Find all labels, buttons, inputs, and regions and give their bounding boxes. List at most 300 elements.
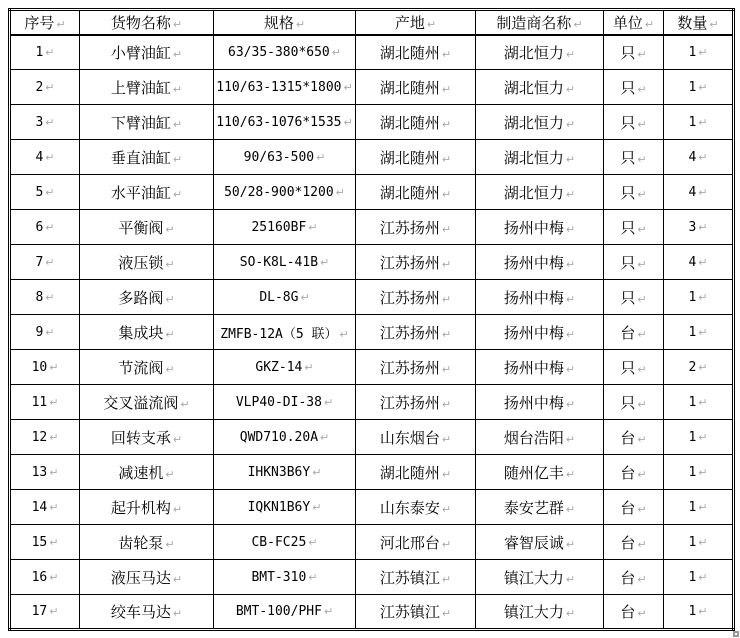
cell-unit[interactable] xyxy=(604,560,664,595)
cell-goods-name[interactable] xyxy=(80,560,214,595)
cell-spec[interactable] xyxy=(214,210,356,245)
cell-index[interactable] xyxy=(10,315,80,350)
cell-manufacturer[interactable] xyxy=(476,245,604,280)
cell-quantity-value: 4 xyxy=(688,149,697,165)
paragraph-mark-icon: ↵ xyxy=(698,570,708,584)
paragraph-mark-icon: ↵ xyxy=(308,535,318,549)
paragraph-mark-icon: ↵ xyxy=(300,290,310,304)
paragraph-mark-icon: ↵ xyxy=(637,362,647,376)
cell-quantity-value: 1 xyxy=(688,289,697,305)
cell-spec[interactable] xyxy=(214,245,356,280)
cell-goods-name[interactable] xyxy=(80,525,214,560)
cell-index[interactable] xyxy=(10,595,80,630)
paragraph-mark-icon: ↵ xyxy=(565,362,576,376)
paragraph-mark-icon: ↵ xyxy=(165,257,175,271)
cell-quantity[interactable] xyxy=(664,175,734,210)
paragraph-mark-icon: ↵ xyxy=(698,150,708,164)
cell-goods-name-value: 交叉溢流阀 xyxy=(103,395,179,412)
table-header-row xyxy=(10,10,734,35)
header-manufacturer-label: 制造商名称 xyxy=(496,15,572,32)
paragraph-mark-icon: ↵ xyxy=(565,572,576,586)
paragraph-mark-icon: ↵ xyxy=(49,395,59,409)
cell-spec-value: CB-FC25 xyxy=(251,534,307,550)
cell-origin-value: 江苏扬州 xyxy=(379,220,440,237)
cell-origin[interactable] xyxy=(356,455,476,490)
cell-manufacturer[interactable] xyxy=(476,525,604,560)
paragraph-mark-icon: ↵ xyxy=(441,432,452,446)
paragraph-mark-icon: ↵ xyxy=(323,395,334,409)
cell-unit[interactable] xyxy=(604,455,664,490)
paragraph-mark-icon: ↵ xyxy=(637,537,647,551)
paragraph-mark-icon: ↵ xyxy=(637,292,647,306)
paragraph-mark-icon: ↵ xyxy=(698,45,708,59)
cell-unit-value: 只 xyxy=(620,395,636,412)
cell-manufacturer[interactable] xyxy=(476,175,604,210)
cell-manufacturer[interactable] xyxy=(476,385,604,420)
header-goods-name-label: 货物名称 xyxy=(110,15,171,32)
paragraph-mark-icon: ↵ xyxy=(698,290,708,304)
paragraph-mark-icon: ↵ xyxy=(308,570,318,584)
cell-origin[interactable] xyxy=(356,70,476,105)
cell-manufacturer-value: 睿智辰诚 xyxy=(503,535,564,552)
table-row xyxy=(10,385,734,420)
cell-goods-name[interactable] xyxy=(80,140,214,175)
cell-spec[interactable] xyxy=(214,35,356,70)
cell-spec-value: QWD710.20A xyxy=(239,429,319,445)
cell-index-value: 11 xyxy=(31,394,48,410)
paragraph-mark-icon: ↵ xyxy=(698,360,708,374)
cell-goods-name[interactable] xyxy=(80,385,214,420)
cell-index[interactable] xyxy=(10,455,80,490)
paragraph-mark-icon: ↵ xyxy=(172,432,183,446)
cell-quantity[interactable] xyxy=(664,70,734,105)
cell-origin[interactable] xyxy=(356,35,476,70)
cell-manufacturer[interactable] xyxy=(476,35,604,70)
cell-index-value: 9 xyxy=(35,324,44,340)
cell-quantity-value: 1 xyxy=(688,429,697,445)
cell-origin-value: 江苏扬州 xyxy=(379,360,440,377)
header-index[interactable] xyxy=(10,10,80,35)
cell-manufacturer-value: 泰安艺群 xyxy=(503,500,564,517)
cell-origin[interactable] xyxy=(356,350,476,385)
paragraph-mark-icon: ↵ xyxy=(565,607,576,620)
cell-index[interactable] xyxy=(10,210,80,245)
cell-quantity[interactable] xyxy=(664,350,734,385)
cell-unit[interactable] xyxy=(604,490,664,525)
cell-origin[interactable] xyxy=(356,175,476,210)
paragraph-mark-icon: ↵ xyxy=(698,395,708,409)
cell-goods-name-value: 起升机构 xyxy=(110,500,171,517)
paragraph-mark-icon: ↵ xyxy=(565,467,576,481)
cell-index[interactable] xyxy=(10,175,80,210)
cell-manufacturer-value: 扬州中梅 xyxy=(503,220,564,237)
paragraph-mark-icon: ↵ xyxy=(49,500,59,514)
cell-quantity[interactable] xyxy=(664,385,734,420)
cell-quantity[interactable] xyxy=(664,595,734,630)
cell-origin[interactable] xyxy=(356,140,476,175)
paragraph-mark-icon: ↵ xyxy=(565,397,576,411)
cell-unit-value: 只 xyxy=(620,45,636,62)
paragraph-mark-icon: ↵ xyxy=(698,500,708,514)
paragraph-mark-icon: ↵ xyxy=(339,327,349,341)
cell-unit[interactable] xyxy=(604,280,664,315)
cell-index-value: 5 xyxy=(35,184,44,200)
cell-goods-name-value: 回转支承 xyxy=(110,430,171,447)
cell-spec[interactable] xyxy=(214,595,356,630)
cell-goods-name[interactable] xyxy=(80,595,214,630)
paragraph-mark-icon: ↵ xyxy=(441,187,452,201)
cell-manufacturer[interactable] xyxy=(476,280,604,315)
header-origin[interactable] xyxy=(356,10,476,35)
cell-index-value: 1 xyxy=(35,44,44,60)
cell-manufacturer-value: 扬州中梅 xyxy=(503,395,564,412)
cell-manufacturer[interactable] xyxy=(476,595,604,630)
cell-quantity[interactable] xyxy=(664,525,734,560)
header-quantity[interactable] xyxy=(664,10,734,35)
cell-quantity-value: 3 xyxy=(688,219,697,235)
cell-unit-value: 只 xyxy=(620,290,636,307)
paragraph-mark-icon: ↵ xyxy=(698,605,708,618)
cell-origin-value: 江苏扬州 xyxy=(379,290,440,307)
cell-goods-name[interactable] xyxy=(80,350,214,385)
cell-origin[interactable] xyxy=(356,280,476,315)
paragraph-mark-icon: ↵ xyxy=(637,257,647,271)
cell-index[interactable] xyxy=(10,350,80,385)
table-row xyxy=(10,70,734,105)
cell-spec-value: DL-8G xyxy=(259,289,299,305)
cell-quantity-value: 1 xyxy=(688,499,697,515)
cell-goods-name[interactable] xyxy=(80,70,214,105)
cell-unit-value: 只 xyxy=(620,360,636,377)
paragraph-mark-icon: ↵ xyxy=(45,115,55,129)
paragraph-mark-icon: ↵ xyxy=(172,572,183,586)
cell-goods-name-value: 齿轮泵 xyxy=(118,535,164,552)
cell-spec[interactable] xyxy=(214,315,356,350)
cell-index[interactable] xyxy=(10,70,80,105)
cell-manufacturer[interactable] xyxy=(476,560,604,595)
cell-unit[interactable] xyxy=(604,525,664,560)
table-row xyxy=(10,245,734,280)
paragraph-mark-icon: ↵ xyxy=(45,220,55,234)
cell-unit[interactable] xyxy=(604,350,664,385)
cell-goods-name[interactable] xyxy=(80,210,214,245)
cell-unit-value: 台 xyxy=(620,325,636,342)
cell-unit-value: 只 xyxy=(620,185,636,202)
header-quantity-label: 数量 xyxy=(677,15,708,32)
cell-index[interactable] xyxy=(10,280,80,315)
cell-goods-name[interactable] xyxy=(80,175,214,210)
cell-manufacturer[interactable] xyxy=(476,315,604,350)
cell-index-value: 10 xyxy=(31,359,48,375)
cell-quantity-value: 4 xyxy=(688,184,697,200)
paragraph-mark-icon: ↵ xyxy=(637,47,647,61)
cell-index-value: 3 xyxy=(35,114,44,130)
paragraph-mark-icon: ↵ xyxy=(335,185,345,199)
cell-unit[interactable] xyxy=(604,595,664,630)
cell-index[interactable] xyxy=(10,245,80,280)
paragraph-mark-icon: ↵ xyxy=(441,292,452,306)
table-row xyxy=(10,210,734,245)
cell-spec[interactable] xyxy=(214,455,356,490)
cell-quantity[interactable] xyxy=(664,420,734,455)
cell-goods-name[interactable] xyxy=(80,35,214,70)
cell-unit[interactable] xyxy=(604,385,664,420)
cell-origin-value: 山东烟台 xyxy=(379,430,440,447)
paragraph-mark-icon: ↵ xyxy=(426,17,437,31)
cell-unit-value: 台 xyxy=(620,465,636,482)
paragraph-mark-icon: ↵ xyxy=(698,430,708,444)
paragraph-mark-icon: ↵ xyxy=(172,607,183,620)
cell-spec-value: IQKN1B6Y xyxy=(247,499,311,515)
paragraph-mark-icon: ↵ xyxy=(698,535,708,549)
cell-quantity[interactable] xyxy=(664,280,734,315)
paragraph-mark-icon: ↵ xyxy=(698,220,708,234)
cell-manufacturer[interactable] xyxy=(476,210,604,245)
cell-origin-value: 湖北随州 xyxy=(379,80,440,97)
cell-origin[interactable] xyxy=(356,490,476,525)
cell-quantity[interactable] xyxy=(664,490,734,525)
cell-spec[interactable] xyxy=(214,280,356,315)
cell-quantity[interactable] xyxy=(664,245,734,280)
paragraph-mark-icon: ↵ xyxy=(312,500,322,514)
cell-index-value: 16 xyxy=(31,569,48,585)
paragraph-mark-icon: ↵ xyxy=(637,152,647,166)
cell-goods-name-value: 垂直油缸 xyxy=(110,150,171,167)
table-row xyxy=(10,595,734,630)
paragraph-mark-icon: ↵ xyxy=(698,115,708,129)
cell-spec[interactable] xyxy=(214,175,356,210)
paragraph-mark-icon: ↵ xyxy=(565,152,576,166)
cell-goods-name[interactable] xyxy=(80,315,214,350)
paragraph-mark-icon: ↵ xyxy=(637,502,647,516)
table-row xyxy=(10,35,734,70)
paragraph-mark-icon: ↵ xyxy=(165,537,175,551)
header-manufacturer[interactable] xyxy=(476,10,604,35)
paragraph-mark-icon: ↵ xyxy=(565,432,576,446)
paragraph-mark-icon: ↵ xyxy=(698,185,708,199)
table-row xyxy=(10,280,734,315)
paragraph-mark-icon: ↵ xyxy=(441,82,452,96)
cell-manufacturer[interactable] xyxy=(476,455,604,490)
cell-spec[interactable] xyxy=(214,140,356,175)
header-goods-name[interactable] xyxy=(80,10,214,35)
cell-quantity-value: 1 xyxy=(688,394,697,410)
cell-manufacturer[interactable] xyxy=(476,490,604,525)
cell-goods-name[interactable] xyxy=(80,490,214,525)
cell-spec[interactable] xyxy=(214,560,356,595)
cell-quantity[interactable] xyxy=(664,35,734,70)
cell-origin-value: 河北邢台 xyxy=(379,535,440,552)
paragraph-mark-icon: ↵ xyxy=(441,607,452,620)
cell-unit-value: 只 xyxy=(620,255,636,272)
cell-unit[interactable] xyxy=(604,420,664,455)
paragraph-mark-icon: ↵ xyxy=(565,47,576,61)
paragraph-mark-icon: ↵ xyxy=(644,17,655,31)
paragraph-mark-icon: ↵ xyxy=(441,572,452,586)
paragraph-mark-icon: ↵ xyxy=(49,570,59,584)
paragraph-mark-icon: ↵ xyxy=(565,117,576,131)
cell-spec-value: 110/63-1076*1535 xyxy=(216,114,342,130)
cell-origin-value: 江苏镇江 xyxy=(379,570,440,587)
cell-origin[interactable] xyxy=(356,595,476,630)
table-row xyxy=(10,315,734,350)
cell-spec[interactable] xyxy=(214,525,356,560)
paragraph-mark-icon: ↵ xyxy=(441,397,452,411)
cell-spec-value: 50/28-900*1200 xyxy=(224,184,334,200)
cell-index[interactable] xyxy=(10,105,80,140)
cell-origin[interactable] xyxy=(356,245,476,280)
cell-quantity[interactable] xyxy=(664,105,734,140)
table-row xyxy=(10,525,734,560)
paragraph-mark-icon: ↵ xyxy=(343,115,353,129)
paragraph-mark-icon: ↵ xyxy=(172,187,183,201)
cell-origin-value: 湖北随州 xyxy=(379,115,440,132)
cell-unit[interactable] xyxy=(604,105,664,140)
cell-goods-name-value: 液压锁 xyxy=(118,255,164,272)
cell-index[interactable] xyxy=(10,560,80,595)
paragraph-mark-icon: ↵ xyxy=(698,255,708,269)
cell-quantity-value: 1 xyxy=(688,44,697,60)
cell-spec-value: SO-K8L-41B xyxy=(239,254,319,270)
cell-manufacturer[interactable] xyxy=(476,140,604,175)
cell-index[interactable] xyxy=(10,525,80,560)
cell-origin-value: 湖北随州 xyxy=(379,45,440,62)
cell-origin[interactable] xyxy=(356,385,476,420)
paragraph-mark-icon: ↵ xyxy=(45,185,55,199)
table-row xyxy=(10,350,734,385)
cell-unit[interactable] xyxy=(604,315,664,350)
paragraph-mark-icon: ↵ xyxy=(637,467,647,481)
cell-origin[interactable] xyxy=(356,525,476,560)
cell-manufacturer-value: 扬州中梅 xyxy=(503,360,564,377)
cell-index[interactable] xyxy=(10,140,80,175)
cell-origin[interactable] xyxy=(356,560,476,595)
header-spec-label: 规格 xyxy=(263,15,294,32)
paragraph-mark-icon: ↵ xyxy=(316,150,326,164)
paragraph-mark-icon: ↵ xyxy=(698,80,708,94)
cell-origin[interactable] xyxy=(356,210,476,245)
cell-goods-name-value: 下臂油缸 xyxy=(110,115,171,132)
cell-unit-value: 只 xyxy=(620,220,636,237)
cell-unit[interactable] xyxy=(604,245,664,280)
paragraph-mark-icon: ↵ xyxy=(45,255,55,269)
cell-goods-name[interactable] xyxy=(80,105,214,140)
cell-unit-value: 只 xyxy=(620,150,636,167)
paragraph-mark-icon: ↵ xyxy=(49,430,59,444)
paragraph-mark-icon: ↵ xyxy=(565,537,576,551)
cell-quantity-value: 1 xyxy=(688,79,697,95)
goods-table xyxy=(8,8,735,631)
header-unit-label: 单位 xyxy=(612,15,643,32)
cell-quantity-value: 1 xyxy=(688,464,697,480)
cell-spec-value: IHKN3B6Y xyxy=(247,464,311,480)
cell-index[interactable] xyxy=(10,420,80,455)
cell-unit[interactable] xyxy=(604,175,664,210)
paragraph-mark-icon: ↵ xyxy=(165,222,175,236)
paragraph-mark-icon: ↵ xyxy=(565,327,576,341)
paragraph-mark-icon: ↵ xyxy=(49,360,59,374)
cell-origin[interactable] xyxy=(356,315,476,350)
cell-spec[interactable] xyxy=(214,105,356,140)
paragraph-mark-icon: ↵ xyxy=(441,502,452,516)
paragraph-mark-icon: ↵ xyxy=(323,605,334,618)
cell-unit[interactable] xyxy=(604,210,664,245)
paragraph-mark-icon: ↵ xyxy=(45,325,55,339)
cell-manufacturer-value: 湖北恒力 xyxy=(503,80,564,97)
cell-goods-name[interactable] xyxy=(80,455,214,490)
cell-quantity[interactable] xyxy=(664,140,734,175)
cell-index-value: 6 xyxy=(35,219,44,235)
paragraph-mark-icon: ↵ xyxy=(441,257,452,271)
cell-index[interactable] xyxy=(10,35,80,70)
cell-goods-name-value: 节流阀 xyxy=(118,360,164,377)
cell-spec-value: 63/35-380*650 xyxy=(228,44,330,60)
table-resize-handle[interactable] xyxy=(733,631,739,637)
paragraph-mark-icon: ↵ xyxy=(172,17,183,31)
paragraph-mark-icon: ↵ xyxy=(709,17,719,31)
paragraph-mark-icon: ↵ xyxy=(637,187,647,201)
cell-quantity[interactable] xyxy=(664,455,734,490)
cell-spec[interactable] xyxy=(214,420,356,455)
cell-goods-name[interactable] xyxy=(80,420,214,455)
cell-quantity-value: 1 xyxy=(688,569,697,585)
cell-unit[interactable] xyxy=(604,35,664,70)
cell-goods-name[interactable] xyxy=(80,245,214,280)
cell-origin[interactable] xyxy=(356,105,476,140)
paragraph-mark-icon: ↵ xyxy=(172,152,183,166)
cell-manufacturer-value: 烟台浩阳 xyxy=(503,430,564,447)
cell-spec[interactable] xyxy=(214,350,356,385)
cell-manufacturer[interactable] xyxy=(476,105,604,140)
cell-unit[interactable] xyxy=(604,70,664,105)
cell-goods-name[interactable] xyxy=(80,280,214,315)
cell-origin[interactable] xyxy=(356,420,476,455)
paragraph-mark-icon: ↵ xyxy=(165,292,175,306)
cell-manufacturer[interactable] xyxy=(476,70,604,105)
cell-quantity[interactable] xyxy=(664,560,734,595)
cell-spec-value: 110/63-1315*1800 xyxy=(216,79,342,95)
cell-unit-value: 台 xyxy=(620,570,636,587)
cell-index-value: 17 xyxy=(31,604,48,619)
cell-origin-value: 湖北随州 xyxy=(379,150,440,167)
cell-spec-value: 25160BF xyxy=(251,219,307,235)
table-row xyxy=(10,420,734,455)
cell-index[interactable] xyxy=(10,490,80,525)
paragraph-mark-icon: ↵ xyxy=(441,327,452,341)
cell-spec[interactable] xyxy=(214,385,356,420)
cell-index[interactable] xyxy=(10,385,80,420)
paragraph-mark-icon: ↵ xyxy=(320,255,330,269)
cell-unit[interactable] xyxy=(604,140,664,175)
cell-spec-value: ZMFB-12A（5 联） xyxy=(220,326,338,342)
cell-origin-value: 湖北随州 xyxy=(379,465,440,482)
cell-spec[interactable] xyxy=(214,490,356,525)
cell-manufacturer[interactable] xyxy=(476,350,604,385)
cell-quantity[interactable] xyxy=(664,315,734,350)
header-origin-label: 产地 xyxy=(394,15,425,32)
paragraph-mark-icon: ↵ xyxy=(565,292,576,306)
header-spec[interactable] xyxy=(214,10,356,35)
header-unit[interactable] xyxy=(604,10,664,35)
cell-origin-value: 江苏扬州 xyxy=(379,255,440,272)
cell-spec[interactable] xyxy=(214,70,356,105)
paragraph-mark-icon: ↵ xyxy=(45,45,55,59)
paragraph-mark-icon: ↵ xyxy=(637,82,647,96)
paragraph-mark-icon: ↵ xyxy=(637,572,647,586)
cell-quantity[interactable] xyxy=(664,210,734,245)
cell-manufacturer-value: 镇江大力 xyxy=(503,605,564,621)
cell-manufacturer[interactable] xyxy=(476,420,604,455)
